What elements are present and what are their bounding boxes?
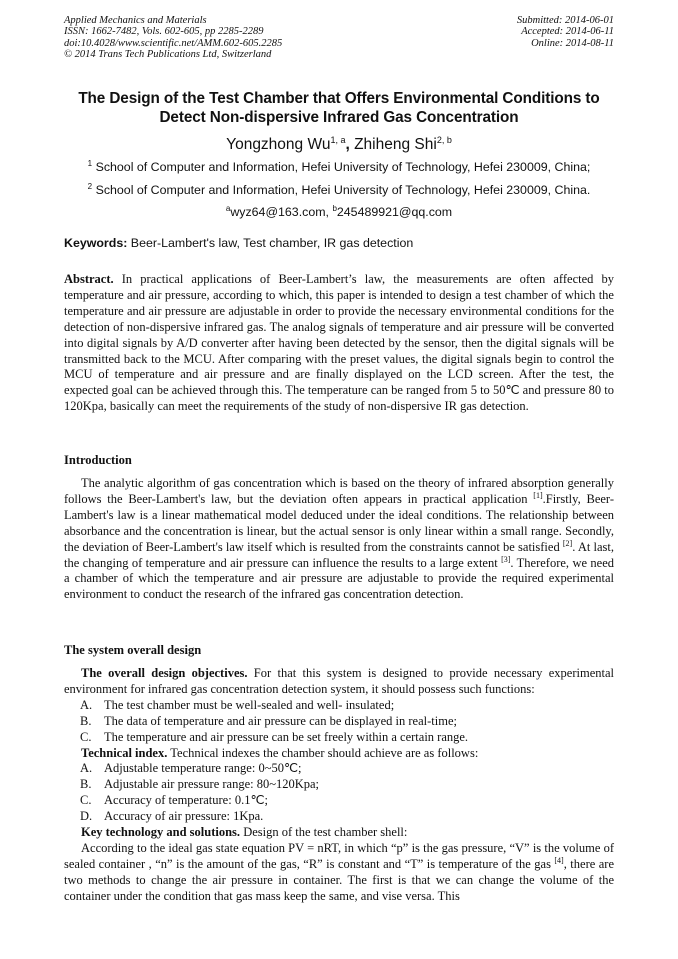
- copyright: © 2014 Trans Tech Publications Ltd, Switzerland: [64, 48, 272, 60]
- emails: [40, 201, 638, 220]
- email-b: 245489921@qq.com: [336, 205, 453, 219]
- intro-text-1: The analytic algorithm of gas concentration which is based on the theory of infrared absorption generally follows the Beer-Lambert's law, but the deviation often appears in practical application: [64, 476, 614, 506]
- gas-text-2: , there are two methods to change the air pressure in container. The first is that we can change the volume of the container under the condition that gas mass keep the same, and vise versa. This: [64, 856, 614, 903]
- list-label: D.: [80, 809, 93, 824]
- list-item: [64, 714, 614, 730]
- list-label: B.: [80, 713, 92, 728]
- citation-1: [1]: [533, 490, 543, 500]
- online-date: Online: 2014-08-11: [531, 37, 614, 49]
- author-2: Zhiheng Shi: [349, 136, 437, 153]
- introduction-paragraph: [64, 476, 614, 603]
- keywords-label: Keywords:: [64, 236, 128, 250]
- title-line-2: Detect Non-dispersive Infrared Gas Concentration: [159, 109, 519, 126]
- list-item: [64, 793, 614, 809]
- issn: ISSN: 1662-7482, Vols. 602-605, pp 2285-2289: [64, 26, 264, 38]
- system-section: [64, 666, 614, 905]
- list-label: C.: [80, 793, 92, 808]
- technical-index-text: Technical indexes the chamber should achieve are as follows:: [167, 745, 479, 760]
- dates-info: [517, 15, 614, 49]
- affiliation-2-num: 2: [87, 182, 93, 191]
- intro-text-4: . Therefore, we need a chamber of which the temperature and air pressure are adjustable to provide the required experimental environment to conduct the research of the infrared gas concentration detection.: [64, 555, 614, 602]
- email-b-sup: b: [332, 204, 337, 213]
- affiliation-1-text: School of Computer and Information, Hefei University of Technology, Hefei 230009, China;: [92, 160, 591, 174]
- author-1-affil: 1, a: [330, 135, 346, 145]
- list-item: [64, 777, 614, 793]
- title-line-1: The Design of the Test Chamber that Offers Environmental Conditions to: [78, 90, 600, 107]
- list-item: [64, 761, 614, 777]
- authors: [64, 130, 614, 155]
- list-text: The test chamber must be well-sealed and well- insulated;: [104, 697, 395, 712]
- objectives-label: The overall design objectives.: [81, 666, 248, 680]
- ideal-gas-paragraph: [64, 841, 614, 905]
- design-objectives: [64, 666, 614, 698]
- journal-name: Applied Mechanics and Materials: [64, 15, 207, 26]
- affiliation-1: [40, 156, 638, 175]
- list-label: B.: [80, 777, 92, 792]
- affiliation-1-num: 1: [87, 159, 93, 168]
- key-technology-label: Key technology and solutions.: [81, 825, 241, 840]
- keywords-text: Beer-Lambert's law, Test chamber, IR gas detection: [127, 236, 414, 250]
- keywords: [64, 236, 624, 251]
- affiliation-2: [40, 179, 638, 198]
- list-label: A.: [80, 697, 93, 712]
- list-text: The temperature and air pressure can be set freely within a certain range.: [104, 729, 469, 744]
- list-label: C.: [80, 729, 92, 744]
- key-technology-text: Design of the test chamber shell:: [240, 825, 408, 840]
- intro-text-2: .Firstly, Beer-Lambert's law is a linear mathematical model deduced under the ideal conditions. The relationship between absorbance and the concentration is linear, but the actual sensor is only linear within a small range. Secondly, the deviation of Beer-Lambert's law itself which is resulted from the constraints cannot be satisfied: [64, 491, 614, 554]
- author-1: Yongzhong Wu: [226, 136, 331, 153]
- list-item: [64, 698, 614, 714]
- list-text: Accuracy of temperature: 0.1℃;: [104, 793, 268, 808]
- journal-info: [64, 15, 282, 60]
- list-text: Adjustable air pressure range: 80~120Kpa;: [104, 777, 320, 792]
- list-text: The data of temperature and air pressure can be displayed in real-time;: [104, 713, 457, 728]
- citation-2: [2]: [562, 538, 573, 548]
- system-heading: The system overall design: [64, 643, 202, 657]
- email-a: wyz64@163.com,: [230, 205, 333, 219]
- affiliation-2-text: School of Computer and Information, Hefei University of Technology, Hefei 230009, China.: [92, 183, 591, 197]
- list-label: A.: [80, 761, 93, 776]
- technical-index-label: Technical index.: [81, 745, 168, 760]
- citation-3: [3]: [501, 554, 511, 564]
- email-a-sup: a: [225, 204, 231, 213]
- citation-4: [4]: [554, 855, 564, 865]
- intro-text-3: . At last, the changing of temperature and air pressure can influence the results to a large extent: [64, 539, 614, 570]
- technical-index: [64, 746, 614, 762]
- paper-title: [50, 89, 628, 127]
- abstract: [64, 272, 614, 415]
- objectives-text: For that this system is designed to provide necessary experimental environment for infrared gas concentration detection system, it should possess such functions:: [64, 666, 614, 696]
- author-separator: ,: [345, 136, 350, 153]
- list-text: Adjustable temperature range: 0~50℃;: [104, 761, 302, 776]
- list-item: [64, 730, 614, 746]
- doi: doi:10.4028/www.scientific.net/AMM.602-605.2285: [64, 37, 283, 49]
- list-text: Accuracy of air pressure: 1Kpa.: [104, 809, 264, 824]
- accepted-date: Accepted: 2014-06-11: [521, 26, 614, 38]
- abstract-label: Abstract.: [64, 272, 114, 286]
- gas-text-1: According to the ideal gas state equation PV = nRT, in which “p” is the gas pressure, “V” is the volume of sealed container , “n” is the amount of the gas, “R” is constant and “T” is temperature of the gas: [64, 840, 614, 871]
- author-2-affil: 2, b: [436, 135, 452, 145]
- key-technology: [64, 825, 614, 841]
- abstract-text: In practical applications of Beer-Lambert’s law, the measurements are often affected by temperature and air pressure, according to which, this paper is intended to design a test chamber of which the temperature and air pressure are adjustable in order to provide the necessary environmental conditions for the detection of non-dispersive infrared gas. The analog signals of temperature and air pressure will be converted into digital signals by A/D converter after having been detected by the sensor, then the digital signals will be transmitted back to the MCU. After comparing with the preset values, the digital signals begin to control the MCU of temperature and air pressure and are finally displayed on the LCD screen. After the test, the expected goal can be achieved through this. The temperature can be ranged from 5 to 50℃ and pressure 80 to 120Kpa, basically can meet the requirements of the study of non-dispersive IR gas detection.: [64, 272, 614, 414]
- introduction-heading: Introduction: [64, 453, 132, 467]
- list-item: [64, 809, 614, 825]
- submitted-date: Submitted: 2014-06-01: [516, 15, 614, 26]
